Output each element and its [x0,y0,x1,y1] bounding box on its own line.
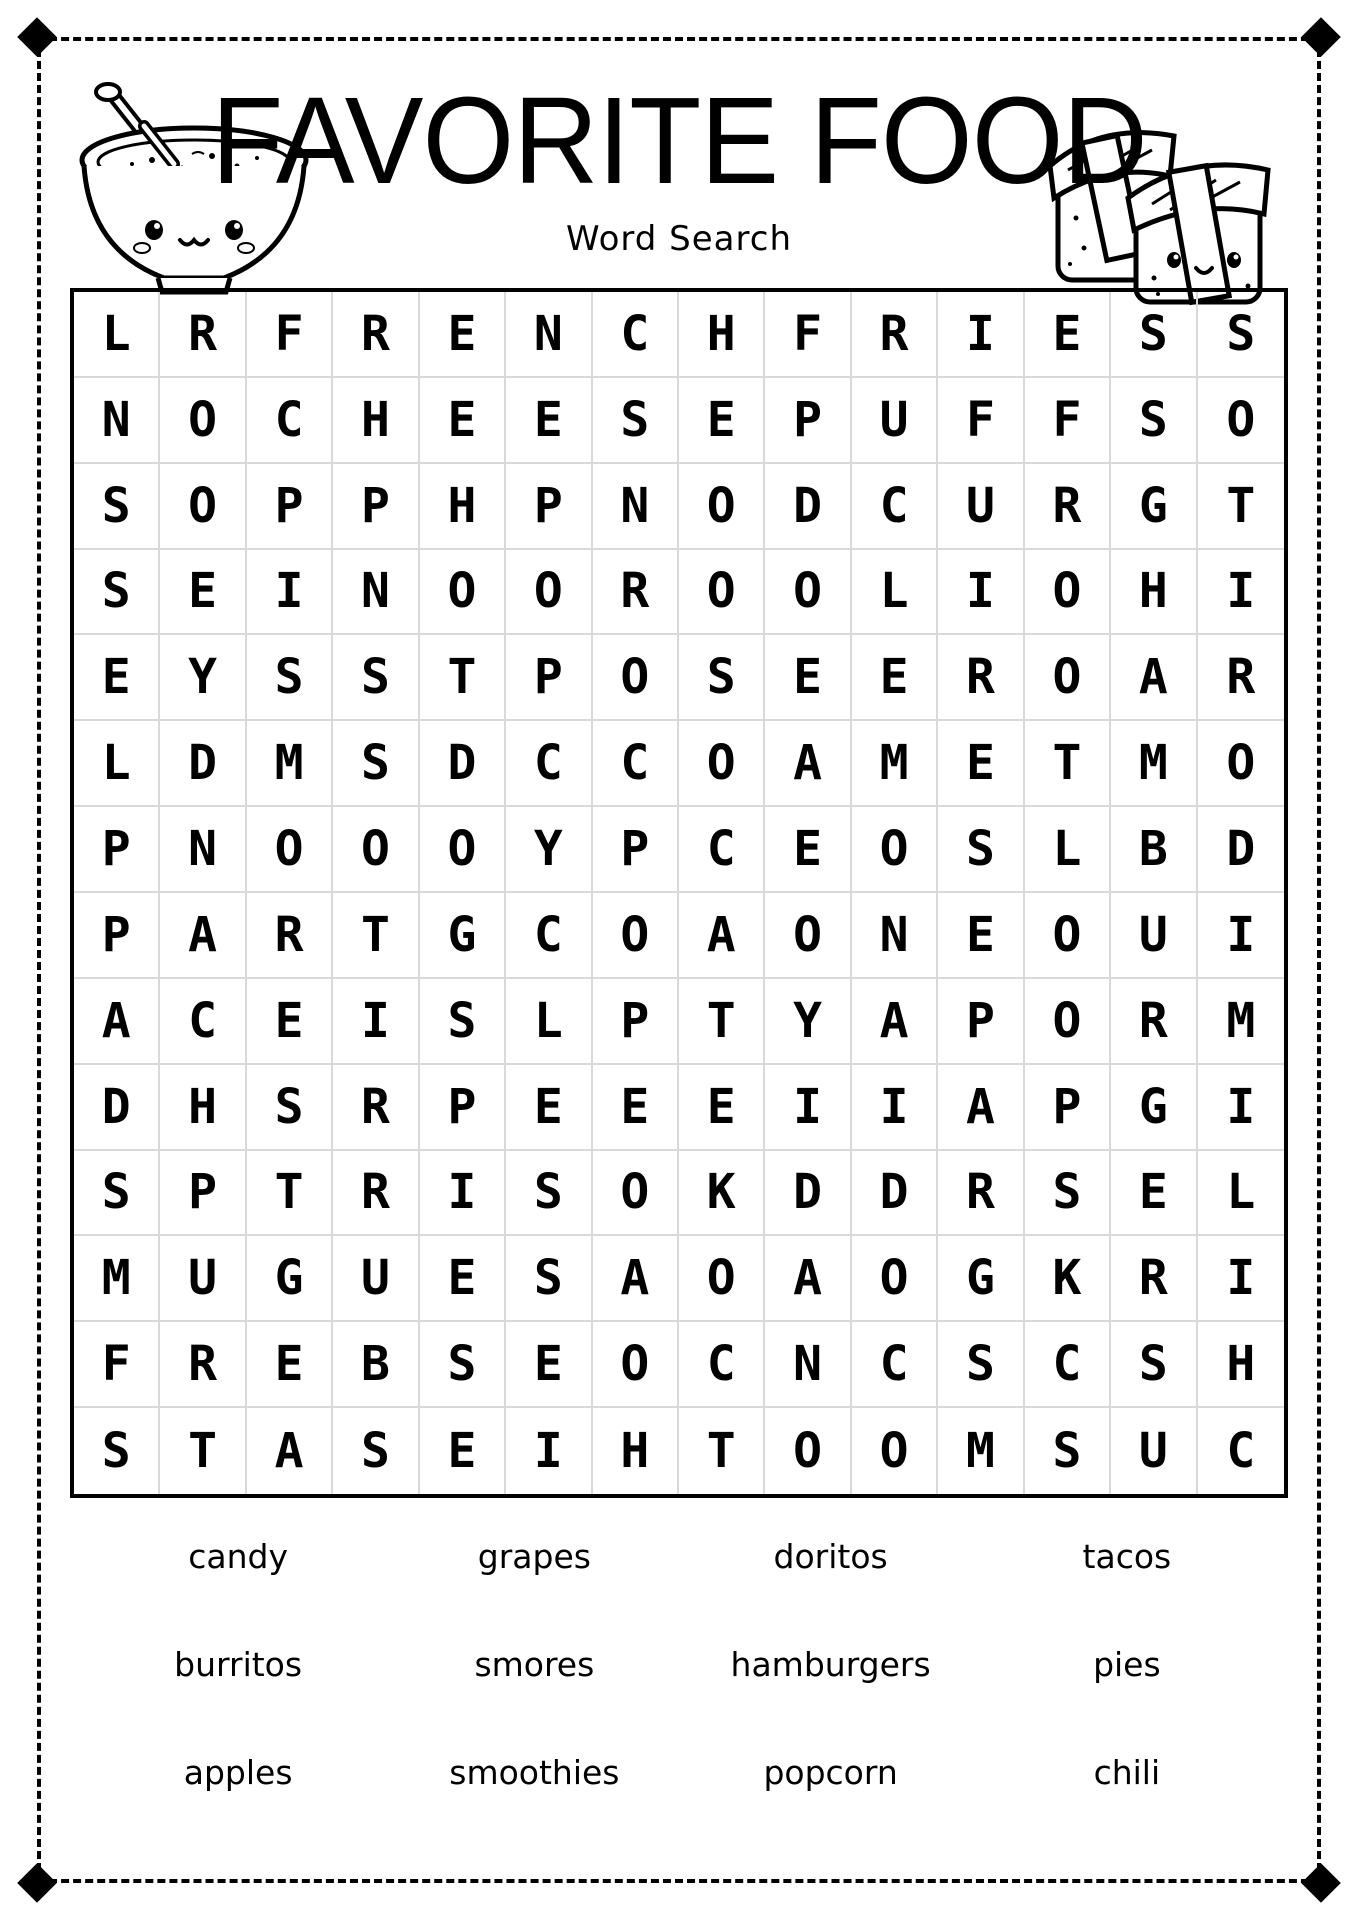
grid-cell[interactable]: D [160,721,246,807]
word-list-item: chili [1093,1753,1161,1792]
grid-cell[interactable]: O [679,464,765,550]
grid-cell[interactable]: P [333,464,419,550]
grid-cell[interactable]: A [765,1236,851,1322]
grid-cell[interactable]: I [1198,550,1284,636]
grid-cell[interactable]: C [852,1322,938,1408]
grid-cell[interactable]: O [593,893,679,979]
grid-cell[interactable]: O [1025,635,1111,721]
grid-cell[interactable]: E [420,1408,506,1494]
grid-cell[interactable]: E [74,635,160,721]
grid-cell[interactable]: I [938,550,1024,636]
grid-cell[interactable]: Y [765,979,851,1065]
grid-cell[interactable]: S [74,550,160,636]
grid-cell[interactable]: A [593,1236,679,1322]
word-list-item: candy [188,1537,288,1576]
grid-cell[interactable]: I [1198,1065,1284,1151]
grid-cell[interactable]: I [506,1408,592,1494]
grid-cell[interactable]: T [333,893,419,979]
grid-cell[interactable]: R [1198,635,1284,721]
grid-cell[interactable]: E [420,292,506,378]
grid-cell[interactable]: O [247,807,333,893]
grid-cell[interactable]: I [1198,893,1284,979]
grid-cell[interactable]: R [333,292,419,378]
word-list-item: hamburgers [730,1645,931,1684]
grid-cell[interactable]: D [420,721,506,807]
word-list-item: tacos [1082,1537,1172,1576]
grid-cell[interactable]: A [74,979,160,1065]
grid-cell[interactable]: S [1111,292,1197,378]
grid-cell[interactable]: O [852,807,938,893]
grid-cell[interactable]: N [506,292,592,378]
word-list-item: doritos [773,1537,888,1576]
grid-cell[interactable]: C [1226,1423,1256,1480]
grid-cell[interactable]: R [333,1065,419,1151]
grid-cell[interactable]: E [852,635,938,721]
grid-cell[interactable]: T [679,1408,765,1494]
grid-cell[interactable]: M [247,721,333,807]
page-title: FAVORITE FOOD [211,71,1147,211]
grid-cell[interactable]: A [1111,635,1197,721]
grid-cell[interactable]: R [1111,1236,1197,1322]
grid-cell[interactable]: R [852,292,938,378]
grid-cell[interactable]: I [1198,1236,1284,1322]
grid-cell[interactable]: E [1025,292,1111,378]
grid-cell[interactable]: S [247,1065,333,1151]
grid-cell[interactable]: O [765,550,851,636]
grid-cell[interactable]: R [1111,979,1197,1065]
grid-cell[interactable]: F [1025,378,1111,464]
grid-cell[interactable]: E [765,807,851,893]
grid-cell[interactable]: R [938,1151,1024,1237]
grid-cell[interactable]: S [1198,292,1284,378]
grid-cell[interactable]: D [852,1151,938,1237]
grid-cell[interactable]: A [679,893,765,979]
grid-cell[interactable]: H [1111,550,1197,636]
grid-cell[interactable]: S [333,1408,419,1494]
grid-cell[interactable]: U [1111,1408,1197,1494]
grid-cell[interactable]: C [247,378,333,464]
grid-cell[interactable]: S [333,721,419,807]
grid-cell[interactable]: A [247,1408,333,1494]
grid-cell[interactable]: O [1025,550,1111,636]
page-subtitle: Word Search [565,219,792,259]
grid-cell[interactable]: D [765,1151,851,1237]
grid-cell[interactable]: O [160,464,246,550]
grid-cell[interactable]: T [160,1408,246,1494]
grid-cell[interactable]: M [74,1236,160,1322]
grid-cell[interactable]: B [1111,807,1197,893]
grid-cell[interactable]: F [938,378,1024,464]
grid-cell[interactable]: P [74,893,160,979]
grid-cell[interactable]: I [765,1065,851,1151]
grid-cell[interactable]: L [74,292,160,378]
grid-cell[interactable]: N [593,464,679,550]
grid-cell[interactable]: H [1198,1322,1284,1408]
grid-cell[interactable]: R [160,292,246,378]
grid-cell[interactable]: I [420,1151,506,1237]
grid-cell[interactable]: F [247,292,333,378]
grid-cell[interactable]: R [938,635,1024,721]
grid-cell[interactable]: A [160,893,246,979]
grid-cell[interactable]: S [333,635,419,721]
grid-cell[interactable]: E [160,550,246,636]
grid-cell[interactable]: S [420,1322,506,1408]
grid-cell[interactable]: T [1198,464,1284,550]
grid-cell[interactable]: I [852,1065,938,1151]
grid-cell[interactable]: O [1025,979,1111,1065]
grid-cell[interactable]: I [938,292,1024,378]
word-list [90,1537,1275,1864]
grid-cell[interactable]: O [593,1151,679,1237]
grid-cell[interactable]: P [593,979,679,1065]
grid-cell[interactable]: E [938,893,1024,979]
grid-cell[interactable]: O [765,1408,851,1494]
grid-cell[interactable]: E [506,378,592,464]
grid-cell[interactable]: S [1025,1408,1111,1494]
grid-cell[interactable]: N [852,893,938,979]
grid-cell[interactable]: I [333,979,419,1065]
grid-cell[interactable]: O [852,1236,938,1322]
grid-cell[interactable]: N [74,378,160,464]
grid-cell[interactable]: S [74,464,160,550]
grid-cell[interactable]: D [74,1065,160,1151]
grid-cell[interactable]: R [1025,464,1111,550]
grid-cell[interactable]: D [1198,807,1284,893]
grid-cell[interactable]: K [679,1151,765,1237]
grid-cell[interactable]: O [1198,378,1284,464]
word-list-item: grapes [477,1537,591,1576]
grid-cell[interactable]: P [506,464,592,550]
grid-cell[interactable]: M [938,1408,1024,1494]
grid-cell[interactable]: G [247,1236,333,1322]
grid-cell[interactable]: S [938,1322,1024,1408]
grid-cell[interactable]: O [679,721,765,807]
grid-cell[interactable]: U [333,1236,419,1322]
grid-cell[interactable]: N [765,1322,851,1408]
grid-cell[interactable]: H [679,292,765,378]
grid-cell[interactable]: T [247,1151,333,1237]
grid-cell[interactable]: P [74,807,160,893]
grid-cell[interactable]: E [420,378,506,464]
grid-cell[interactable]: C [506,721,592,807]
word-list-item: smoothies [449,1753,620,1792]
grid-cell[interactable]: C [679,807,765,893]
grid-cell[interactable]: S [74,1151,160,1237]
grid-cell[interactable]: O [333,807,419,893]
grid-cell[interactable]: O [593,635,679,721]
grid-cell[interactable]: C [160,979,246,1065]
grid-cell[interactable]: S [1111,1322,1197,1408]
grid-cell[interactable]: S [1111,378,1197,464]
grid-cell[interactable]: P [1025,1065,1111,1151]
grid-cell[interactable]: I [247,550,333,636]
grid-cell[interactable]: K [1025,1236,1111,1322]
grid-cell[interactable]: F [74,1322,160,1408]
grid-cell[interactable]: E [765,635,851,721]
grid-cell[interactable]: P [938,979,1024,1065]
grid-cell[interactable]: N [333,550,419,636]
grid-cell[interactable]: A [852,979,938,1065]
grid-cell[interactable]: R [593,550,679,636]
grid-cell[interactable]: Y [506,807,592,893]
grid-cell[interactable]: R [333,1151,419,1237]
grid-cell[interactable]: O [420,807,506,893]
grid-cell[interactable]: O [852,1408,938,1494]
grid-cell[interactable]: B [333,1322,419,1408]
grid-cell[interactable]: L [852,550,938,636]
grid-cell[interactable]: P [506,635,592,721]
grid-cell[interactable]: P [765,378,851,464]
word-list-item: apples [183,1753,293,1792]
grid-cell[interactable]: P [160,1151,246,1237]
grid-cell[interactable]: O [679,1236,765,1322]
grid-cell[interactable]: H [420,464,506,550]
grid-cell[interactable]: C [679,1322,765,1408]
grid-cell[interactable]: O [420,550,506,636]
grid-cell[interactable]: C [593,721,679,807]
word-list-item: popcorn [763,1753,898,1792]
grid-cell[interactable]: L [74,721,160,807]
grid-cell[interactable]: E [679,1065,765,1151]
grid-cell[interactable]: H [333,378,419,464]
grid-cell[interactable]: R [247,893,333,979]
grid-cell[interactable]: M [852,721,938,807]
grid-cell[interactable]: M [1198,979,1284,1065]
grid-cell[interactable]: U [938,464,1024,550]
grid-cell[interactable]: E [1111,1151,1197,1237]
grid-cell[interactable]: S [1025,1151,1111,1237]
grid-cell[interactable]: L [1025,807,1111,893]
grid-cell[interactable]: H [160,1065,246,1151]
grid-cell[interactable]: C [1025,1322,1111,1408]
grid-cell[interactable]: S [938,807,1024,893]
grid-cell[interactable]: G [938,1236,1024,1322]
grid-cell[interactable]: G [1111,464,1197,550]
grid-cell[interactable]: T [679,979,765,1065]
grid-cell[interactable]: E [247,1322,333,1408]
grid-cell[interactable]: T [1025,721,1111,807]
grid-cell[interactable]: H [593,1408,679,1494]
grid-cell[interactable]: U [1111,893,1197,979]
grid-cell[interactable]: E [506,1322,592,1408]
word-list-item: burritos [174,1645,303,1684]
grid-cell[interactable]: U [160,1236,246,1322]
grid-cell[interactable]: S [74,1408,160,1494]
grid-cell[interactable]: P [247,464,333,550]
word-search-grid [70,288,1288,1498]
grid-cell[interactable]: S [506,1236,592,1322]
grid-cell[interactable]: O [1025,893,1111,979]
grid-cell[interactable]: E [420,1236,506,1322]
grid-cell[interactable]: O [506,550,592,636]
grid-cell[interactable]: E [679,378,765,464]
grid-cell[interactable]: O [1198,721,1284,807]
grid-cell[interactable]: D [765,464,851,550]
grid-cell[interactable]: S [420,979,506,1065]
grid-cell[interactable]: P [420,1065,506,1151]
grid-cell[interactable]: O [593,1322,679,1408]
grid-cell[interactable]: O [765,893,851,979]
grid-cell[interactable]: C [852,464,938,550]
grid-cell[interactable]: T [420,635,506,721]
grid-cell[interactable]: N [160,807,246,893]
grid-cell[interactable]: C [593,292,679,378]
grid-cell[interactable]: G [420,893,506,979]
grid-cell[interactable]: O [160,378,246,464]
grid-cell[interactable]: A [765,721,851,807]
grid-cell[interactable]: F [765,292,851,378]
grid-cell[interactable]: M [1111,721,1197,807]
grid-cell[interactable]: O [679,550,765,636]
grid-cell[interactable]: S [679,635,765,721]
word-list-item: smores [474,1645,595,1684]
word-list-item: pies [1093,1645,1161,1684]
grid-cell[interactable]: E [938,721,1024,807]
grid-cell[interactable]: E [506,1065,592,1151]
grid-cell[interactable]: S [247,635,333,721]
grid-cell[interactable]: E [247,979,333,1065]
grid-cell[interactable]: S [593,378,679,464]
grid-cell[interactable]: Y [160,635,246,721]
grid-cell[interactable]: P [593,807,679,893]
grid-cell[interactable]: E [593,1065,679,1151]
grid-cell[interactable]: G [1111,1065,1197,1151]
grid-cell[interactable]: A [938,1065,1024,1151]
grid-cell[interactable]: C [506,893,592,979]
grid-cell[interactable]: L [1198,1151,1284,1237]
grid-cell[interactable]: R [160,1322,246,1408]
grid-cell[interactable]: U [852,378,938,464]
grid-cell[interactable]: S [506,1151,592,1237]
grid-cell[interactable]: L [506,979,592,1065]
